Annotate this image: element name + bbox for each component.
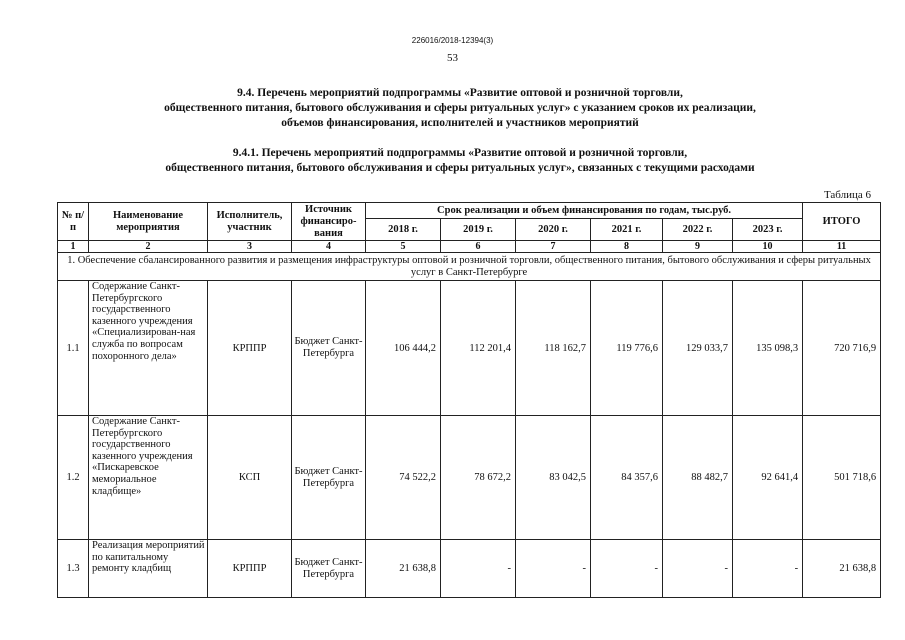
row-total: 501 718,6 [803,416,881,540]
header-year: 2020 г. [516,219,591,241]
column-number-row [58,241,881,253]
row-value: 112 201,4 [441,281,516,416]
document-id: 226016/2018-12394(3) [411,36,494,45]
row-value: 129 033,7 [663,281,733,416]
heading-main-line: общественного питания, бытового обслуживания и сферы ритуальных услуг» с указанием сроков их реализации, [164,102,756,114]
heading-main-line: объемов финансирования, исполнителей и участников мероприятий [281,117,639,129]
row-executor: КРППР [208,540,292,598]
header-num: № п/п [58,203,89,241]
row-total: 720 716,9 [803,281,881,416]
table-row [58,540,881,598]
row-value: 106 444,2 [366,281,441,416]
row-num: 1.2 [58,416,89,540]
row-name: Содержание Санкт-Петербургского государственного казенного учреждения «Специализирован-ная служба по вопросам похоронного дела» [89,281,208,416]
header-year: 2018 г. [366,219,441,241]
table-row [58,281,881,416]
section-row [58,253,881,281]
row-value: 84 357,6 [591,416,663,540]
heading-main [60,86,860,131]
row-value: 118 162,7 [516,281,591,416]
row-value: 83 042,5 [516,416,591,540]
row-value: 78 672,2 [441,416,516,540]
row-num: 1.3 [58,540,89,598]
column-number: 11 [803,241,881,253]
row-value: - [516,540,591,598]
row-name: Реализация мероприятий по капитальному ремонту кладбищ [89,540,208,598]
row-value: 74 522,2 [366,416,441,540]
row-executor: КРППР [208,281,292,416]
row-value: - [663,540,733,598]
column-number: 8 [591,241,663,253]
column-number: 2 [89,241,208,253]
heading-sub-line: общественного питания, бытового обслуживания и сферы ритуальных услуг», связанных с текущими расходами [165,162,755,174]
table-label: Таблица 6 [823,189,871,201]
column-number: 4 [292,241,366,253]
measures-table [57,202,881,598]
section-title: 1. Обеспечение сбалансированного развития и размещения инфраструктуры оптовой и розничной торговли, общественного питания, бытового обслуживания и сферы ритуальных услуг в Санкт-Петербурге [58,253,881,281]
heading-sub-line: 9.4.1. Перечень мероприятий подпрограммы «Развитие оптовой и розничной торговли, [232,147,688,159]
column-number: 10 [733,241,803,253]
heading-main-line: 9.4. Перечень мероприятий подпрограммы «Развитие оптовой и розничной торговли, [237,87,683,99]
header-source: Источник финансиро-вания [292,203,366,241]
row-source: Бюджет Санкт-Петербурга [292,540,366,598]
row-value: 119 776,6 [591,281,663,416]
column-number: 6 [441,241,516,253]
column-number: 7 [516,241,591,253]
column-number: 9 [663,241,733,253]
header-year: 2023 г. [733,219,803,241]
header-year: 2021 г. [591,219,663,241]
column-number: 1 [58,241,89,253]
header-year: 2022 г. [663,219,733,241]
header-year: 2019 г. [441,219,516,241]
column-number: 5 [366,241,441,253]
row-num: 1.1 [58,281,89,416]
row-name: Содержание Санкт-Петербургского государственного казенного учреждения «Пискаревское мемориальное кладбище» [89,416,208,540]
row-source: Бюджет Санкт-Петербурга [292,416,366,540]
header-period: Срок реализации и объем финансирования по годам, тыс.руб. [366,203,803,219]
row-value: 135 098,3 [733,281,803,416]
header-total: ИТОГО [803,203,881,241]
row-value: 88 482,7 [663,416,733,540]
heading-sub [60,146,860,176]
page-number: 53 [447,52,458,64]
table-row [58,416,881,540]
row-value: 21 638,8 [366,540,441,598]
row-value: 92 641,4 [733,416,803,540]
header-name: Наименование мероприятия [89,203,208,241]
header-executor: Исполнитель, участник [208,203,292,241]
row-executor: КСП [208,416,292,540]
row-value: - [441,540,516,598]
row-value: - [733,540,803,598]
row-value: - [591,540,663,598]
row-total: 21 638,8 [803,540,881,598]
column-number: 3 [208,241,292,253]
row-source: Бюджет Санкт-Петербурга [292,281,366,416]
